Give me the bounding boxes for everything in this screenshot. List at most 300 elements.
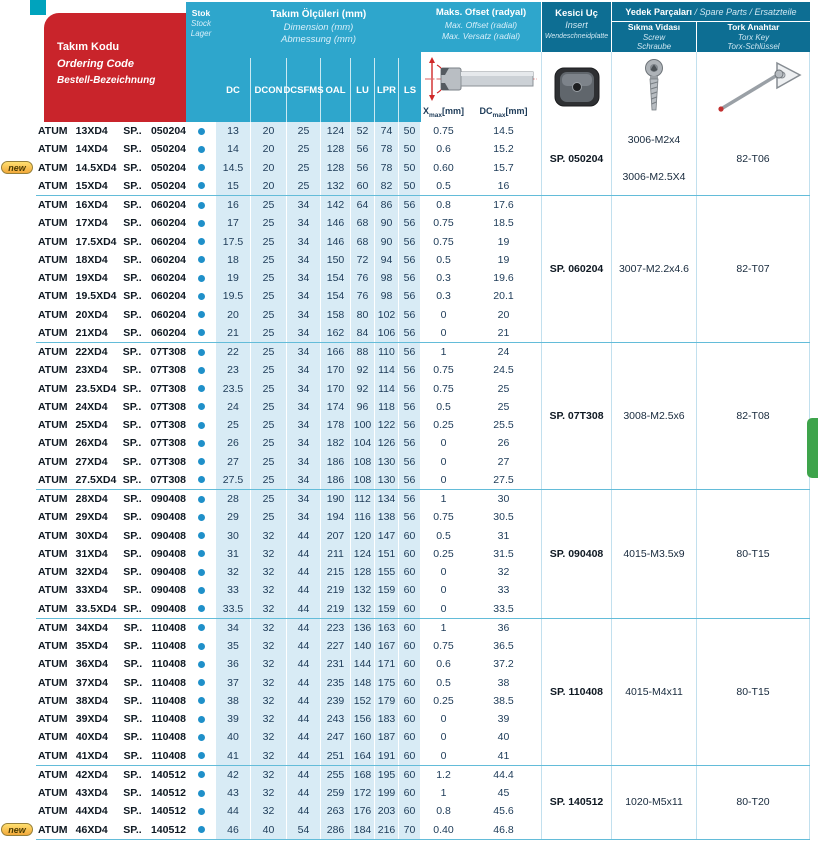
dim-cell-oal: 211 <box>321 545 351 563</box>
xmax-cell: 0 <box>440 308 447 321</box>
size-label: 19.5XD4 <box>75 290 117 303</box>
size-label: 35XD4 <box>75 640 108 653</box>
stock-cell <box>186 637 216 655</box>
table-row <box>36 343 541 361</box>
size-label: 21XD4 <box>75 326 108 339</box>
dim-cell-dcon: 20 <box>251 122 287 140</box>
dim-cell-lu: 76 <box>351 269 375 287</box>
table-row <box>8 821 541 839</box>
dim-cell-dc: 36 <box>216 655 251 673</box>
stock-cell <box>186 398 216 416</box>
dim-cell-dcon: 25 <box>251 471 287 489</box>
size-label: 19XD4 <box>75 272 108 285</box>
dim-cell-dc: 27 <box>216 453 251 471</box>
stock-dot <box>198 238 205 245</box>
offset-subheaders <box>421 106 541 122</box>
insert-title-de: Wendeschneidplatte <box>544 33 609 41</box>
table-row <box>36 710 541 728</box>
group-code-label: 110408 <box>151 640 186 653</box>
brand-label: ATUM <box>38 437 68 450</box>
dcmax-cell: 19 <box>497 235 510 248</box>
table-row <box>36 453 541 471</box>
dim-cell-dcsfms: 54 <box>287 821 321 839</box>
dim-cell-dc: 16 <box>216 196 251 214</box>
dim-cell-dc: 31 <box>216 545 251 563</box>
col-header-dcsfms: DCSFMS <box>287 58 321 122</box>
table-row <box>36 398 541 416</box>
ordering-code-cell <box>36 674 186 692</box>
stock-cell <box>186 159 216 177</box>
brand-label: ATUM <box>38 455 68 468</box>
brand-label: ATUM <box>38 566 68 579</box>
dcmax-cell: 46.8 <box>493 823 514 836</box>
dim-cell-dc: 17 <box>216 214 251 232</box>
ordering-code-cell <box>36 563 186 581</box>
ordering-code-cell <box>36 581 186 599</box>
insert-title-en: Insert <box>565 20 588 31</box>
dim-cell-dc: 29 <box>216 508 251 526</box>
dim-cell-lpr: 134 <box>375 490 399 508</box>
dim-cell-dcsfms: 34 <box>287 214 321 232</box>
stock-dot <box>198 275 205 282</box>
size-label: 13XD4 <box>75 125 108 138</box>
dim-cell-ls: 56 <box>399 251 421 269</box>
group-code-label: 07T308 <box>150 382 186 395</box>
dcmax-cell: 26 <box>497 437 510 450</box>
dim-cell-dcsfms: 44 <box>287 802 321 820</box>
group-code-label: 110408 <box>151 658 186 671</box>
table-group <box>8 122 810 196</box>
group-code-label: 110408 <box>151 731 186 744</box>
xmax-cell: 0 <box>440 566 447 579</box>
dim-cell-lu: 132 <box>351 600 375 618</box>
stock-cell <box>186 784 216 802</box>
dim-cell-dcsfms: 34 <box>287 490 321 508</box>
dim-cell-dc: 14 <box>216 140 251 158</box>
size-label: 42XD4 <box>75 768 108 781</box>
col-header-oal: OAL <box>321 58 351 122</box>
dcmax-cell: 15.2 <box>493 143 514 156</box>
dim-cell-dcsfms: 44 <box>287 637 321 655</box>
stock-dot <box>198 476 205 483</box>
stock-cell <box>186 324 216 342</box>
brand-label: ATUM <box>38 768 68 781</box>
dim-cell-dcon: 32 <box>251 728 287 746</box>
dim-cell-ls: 60 <box>399 692 421 710</box>
dim-cell-lu: 116 <box>351 508 375 526</box>
dim-cell-lpr: 203 <box>375 802 399 820</box>
stock-cell <box>186 710 216 728</box>
dcmax-cell: 36.5 <box>493 640 514 653</box>
xmax-cell: 0.3 <box>436 290 451 303</box>
dim-cell-ls: 56 <box>399 398 421 416</box>
dim-cell-dcon: 20 <box>251 177 287 195</box>
dim-cell-dc: 33 <box>216 581 251 599</box>
dim-cell-dcsfms: 34 <box>287 380 321 398</box>
dim-cell-lpr: 114 <box>375 361 399 379</box>
screw-cell <box>611 196 696 342</box>
offset-title-tr: Maks. Ofset (radyal) <box>435 7 527 18</box>
stock-cell <box>186 251 216 269</box>
dimension-subheaders <box>216 58 421 122</box>
screw-icon <box>641 58 667 116</box>
xmax-cell: 0 <box>440 749 447 762</box>
size-label: 43XD4 <box>75 787 108 800</box>
dcmax-cell: 38 <box>497 676 510 689</box>
sp-label: SP.. <box>123 493 142 506</box>
size-label: 26XD4 <box>75 437 108 450</box>
xmax-cell: 0.5 <box>436 400 451 413</box>
sp-label: SP.. <box>123 217 142 230</box>
dim-cell-ls: 50 <box>399 159 421 177</box>
col-header-dcmax: $DC_{max}[mm]$ <box>479 106 528 119</box>
dim-cell-lu: 164 <box>351 747 375 765</box>
brand-label: ATUM <box>38 179 68 192</box>
ordering-code-cell <box>36 416 186 434</box>
dim-cell-dcsfms: 44 <box>287 766 321 784</box>
stock-dot <box>198 146 205 153</box>
xmax-cell: 1 <box>440 621 447 634</box>
size-label: 32XD4 <box>75 566 108 579</box>
ordering-code-cell <box>36 545 186 563</box>
table-row <box>36 490 541 508</box>
dim-cell-oal: 263 <box>321 802 351 820</box>
dcmax-cell: 14.5 <box>493 125 514 138</box>
dim-cell-lu: 56 <box>351 159 375 177</box>
group-code-label: 050204 <box>150 143 187 156</box>
ordering-code-cell <box>36 471 186 489</box>
dim-cell-dc: 15 <box>216 177 251 195</box>
stock-dot <box>198 403 205 410</box>
dim-cell-ls: 56 <box>399 508 421 526</box>
dim-cell-dc: 21 <box>216 324 251 342</box>
sp-label: SP.. <box>122 400 142 413</box>
dim-cell-lu: 68 <box>351 214 375 232</box>
dcmax-cell: 30 <box>497 493 510 506</box>
dim-cell-oal: 158 <box>321 306 351 324</box>
dim-cell-dcon: 25 <box>251 214 287 232</box>
dimensions-title-en: Dimension (mm) <box>283 21 354 33</box>
size-label: 27.5XD4 <box>75 473 117 486</box>
xmax-cell: 0.60 <box>433 161 454 174</box>
dcmax-cell: 20.1 <box>493 290 514 303</box>
dim-cell-ls: 60 <box>399 710 421 728</box>
table-row <box>36 177 541 195</box>
sp-label: SP.. <box>123 566 142 579</box>
xmax-cell: 0.75 <box>433 640 454 653</box>
size-label: 39XD4 <box>75 713 108 726</box>
dim-cell-dcon: 32 <box>251 637 287 655</box>
group-code-label: 050204 <box>150 125 187 138</box>
dim-cell-lu: 64 <box>351 196 375 214</box>
size-label: 38XD4 <box>75 694 108 707</box>
sp-label: SP.. <box>123 547 142 560</box>
sp-label: SP.. <box>123 768 142 781</box>
stock-cell <box>186 233 216 251</box>
brand-label: ATUM <box>38 713 68 726</box>
size-label: 18XD4 <box>75 253 108 266</box>
stock-dot <box>198 496 205 503</box>
dim-cell-ls: 56 <box>399 343 421 361</box>
dim-cell-lpr: 151 <box>375 545 399 563</box>
dim-cell-lu: 104 <box>351 434 375 452</box>
ordering-code-cell <box>36 453 186 471</box>
group-code-label: 060204 <box>150 217 187 230</box>
insert-cell: SP. 090408 <box>541 490 611 618</box>
stock-cell <box>186 490 216 508</box>
dim-cell-ls: 50 <box>399 177 421 195</box>
dim-cell-oal: 150 <box>321 251 351 269</box>
torx-cell: 82-T08 <box>696 343 810 489</box>
ordering-code-cell <box>36 784 186 802</box>
dim-cell-dcsfms: 34 <box>287 287 321 305</box>
size-label: 25XD4 <box>75 419 108 432</box>
brand-label: ATUM <box>38 272 68 285</box>
stock-cell <box>186 453 216 471</box>
dim-cell-ls: 60 <box>399 581 421 599</box>
insert-photo <box>541 52 611 122</box>
sp-label: SP.. <box>123 179 142 192</box>
size-label: 31XD4 <box>75 547 108 560</box>
brand-label: ATUM <box>38 143 68 156</box>
dim-cell-lu: 68 <box>351 233 375 251</box>
stock-cell <box>186 214 216 232</box>
dim-cell-dc: 25 <box>216 416 251 434</box>
dim-cell-dcon: 25 <box>251 324 287 342</box>
group-code-label: 07T308 <box>150 419 186 432</box>
group-code-label: 110408 <box>151 676 186 689</box>
dim-cell-oal: 259 <box>321 784 351 802</box>
stock-dot <box>198 790 205 797</box>
dim-cell-lu: 108 <box>351 453 375 471</box>
dim-cell-oal: 255 <box>321 766 351 784</box>
stock-cell <box>186 434 216 452</box>
dim-cell-dcsfms: 44 <box>287 710 321 728</box>
dim-cell-lpr: 187 <box>375 728 399 746</box>
dim-cell-oal: 186 <box>321 471 351 489</box>
stock-dot <box>198 349 205 356</box>
xmax-cell: 0.6 <box>436 143 451 156</box>
group-rows <box>8 766 541 839</box>
dim-cell-lu: 144 <box>351 655 375 673</box>
screw-label: 3006-M2.5X4 <box>622 170 686 183</box>
brand-label: ATUM <box>38 217 68 230</box>
dim-cell-ls: 60 <box>399 637 421 655</box>
dim-cell-lu: 60 <box>351 177 375 195</box>
table-row <box>36 563 541 581</box>
dim-cell-lpr: 216 <box>375 821 399 839</box>
brand-label: ATUM <box>38 400 68 413</box>
dim-cell-dcon: 25 <box>251 251 287 269</box>
insert-column-header <box>541 2 611 52</box>
group-code-label: 110408 <box>151 621 186 634</box>
ordering-code-cell <box>36 287 186 305</box>
endmill-diagram-icon <box>423 53 539 105</box>
dim-cell-dcon: 25 <box>251 361 287 379</box>
dim-cell-ls: 56 <box>399 471 421 489</box>
dim-cell-lu: 52 <box>351 122 375 140</box>
dim-cell-dc: 30 <box>216 527 251 545</box>
dim-cell-ls: 60 <box>399 674 421 692</box>
dim-cell-lpr: 78 <box>375 140 399 158</box>
dim-cell-oal: 166 <box>321 343 351 361</box>
dim-cell-oal: 194 <box>321 508 351 526</box>
dim-cell-dcon: 40 <box>251 821 287 839</box>
dim-cell-dcon: 32 <box>251 710 287 728</box>
dim-cell-dcsfms: 44 <box>287 747 321 765</box>
stock-dot <box>198 679 205 686</box>
dim-cell-lpr: 98 <box>375 269 399 287</box>
dim-cell-dc: 24 <box>216 398 251 416</box>
dim-cell-lu: 80 <box>351 306 375 324</box>
size-label: 40XD4 <box>75 731 108 744</box>
table-row <box>36 251 541 269</box>
dim-cell-lpr: 114 <box>375 380 399 398</box>
table-row <box>36 545 541 563</box>
dim-cell-lpr: 122 <box>375 416 399 434</box>
sp-label: SP.. <box>123 713 143 726</box>
dim-cell-dc: 22 <box>216 343 251 361</box>
dcmax-cell: 25 <box>497 382 510 395</box>
stock-dot <box>198 311 205 318</box>
xmax-cell: 1 <box>440 787 447 800</box>
size-label: 44XD4 <box>75 805 108 818</box>
ordering-code-cell <box>36 619 186 637</box>
sp-label: SP.. <box>123 731 143 744</box>
ordering-code-title-de: Bestell-Bezeichnung <box>57 74 156 86</box>
group-code-label: 07T308 <box>150 473 186 486</box>
group-rows <box>8 122 541 195</box>
dim-cell-oal: 132 <box>321 177 351 195</box>
dim-cell-dcsfms: 25 <box>287 177 321 195</box>
stock-dot <box>198 826 205 833</box>
group-code-label: 140512 <box>150 805 187 818</box>
dim-cell-lpr: 175 <box>375 674 399 692</box>
screw-label: 4015-M3.5x9 <box>623 547 685 560</box>
dim-cell-dc: 26 <box>216 434 251 452</box>
sp-label: SP.. <box>123 621 143 634</box>
dim-cell-dcsfms: 44 <box>287 600 321 618</box>
xmax-cell: 0.75 <box>433 511 454 524</box>
table-row <box>36 306 541 324</box>
dim-cell-dcon: 32 <box>251 692 287 710</box>
ordering-code-cell <box>36 306 186 324</box>
dim-cell-ls: 56 <box>399 324 421 342</box>
size-label: 17.5XD4 <box>75 235 117 248</box>
dim-cell-dcon: 25 <box>251 453 287 471</box>
dim-cell-dc: 43 <box>216 784 251 802</box>
xmax-cell: 0 <box>440 473 447 486</box>
dim-cell-lu: 140 <box>351 637 375 655</box>
group-code-label: 050204 <box>150 179 187 192</box>
dim-cell-dc: 39 <box>216 710 251 728</box>
ordering-code-cell <box>36 710 186 728</box>
table-row <box>36 784 541 802</box>
dim-cell-oal: 128 <box>321 159 351 177</box>
ordering-code-title-tr: Takım Kodu <box>57 41 120 53</box>
ordering-code-header <box>44 13 186 122</box>
screw-title-en: Screw <box>642 32 666 42</box>
dcmax-cell: 32 <box>497 566 510 579</box>
offset-column-header <box>421 2 541 52</box>
dim-cell-oal: 286 <box>321 821 351 839</box>
dim-cell-lu: 152 <box>351 692 375 710</box>
size-label: 36XD4 <box>75 658 108 671</box>
size-label: 17XD4 <box>75 217 108 230</box>
dim-cell-dcsfms: 34 <box>287 343 321 361</box>
stock-dot <box>198 202 205 209</box>
dim-cell-dcsfms: 34 <box>287 453 321 471</box>
group-rows <box>36 196 541 342</box>
brand-label: ATUM <box>38 584 68 597</box>
brand-label: ATUM <box>38 419 68 432</box>
xmax-cell: 0.5 <box>436 676 451 689</box>
brand-label: ATUM <box>38 161 68 174</box>
dim-cell-ls: 70 <box>399 821 421 839</box>
dim-cell-dcsfms: 34 <box>287 306 321 324</box>
dcmax-cell: 17.6 <box>493 199 514 212</box>
dcmax-cell: 16 <box>497 179 510 192</box>
dim-cell-dc: 19 <box>216 269 251 287</box>
dim-cell-dc: 37 <box>216 674 251 692</box>
stock-dot <box>198 458 205 465</box>
dim-cell-ls: 60 <box>399 802 421 820</box>
dimensions-column-header <box>216 2 421 122</box>
dim-cell-lpr: 98 <box>375 287 399 305</box>
ordering-code-cell <box>36 233 186 251</box>
dim-cell-lu: 100 <box>351 416 375 434</box>
sp-label: SP.. <box>122 364 142 377</box>
group-code-label: 140512 <box>150 768 187 781</box>
xmax-cell: 0.75 <box>433 125 454 138</box>
table-row <box>36 728 541 746</box>
screw-cell <box>611 343 696 489</box>
dim-cell-oal: 215 <box>321 563 351 581</box>
ordering-code-cell <box>36 766 186 784</box>
sp-label: SP.. <box>123 658 143 671</box>
table-group <box>36 343 810 490</box>
torx-title-de: Torx-Schlüssel <box>727 41 780 51</box>
dim-cell-dc: 42 <box>216 766 251 784</box>
screw-cell <box>611 490 696 618</box>
brand-label: ATUM <box>38 346 68 359</box>
dim-cell-dcon: 32 <box>251 619 287 637</box>
dim-cell-dcsfms: 25 <box>287 140 321 158</box>
dim-cell-ls: 50 <box>399 140 421 158</box>
stock-column-header <box>186 2 216 122</box>
dim-cell-oal: 154 <box>321 287 351 305</box>
xmax-cell: 0.25 <box>433 547 454 560</box>
group-code-label: 090408 <box>150 547 187 560</box>
stock-dot <box>198 697 205 704</box>
size-label: 23.5XD4 <box>75 382 117 395</box>
dcmax-cell: 45.6 <box>493 805 514 818</box>
size-label: 27XD4 <box>75 455 108 468</box>
insert-cell: SP. 110408 <box>541 619 611 765</box>
dim-cell-ls: 56 <box>399 490 421 508</box>
stock-cell <box>186 508 216 526</box>
screw-title-de: Schraube <box>636 41 672 51</box>
corner-accent <box>30 0 46 15</box>
stock-title-de: Lager <box>190 29 212 39</box>
dcmax-cell: 38.5 <box>493 694 514 707</box>
table-row <box>36 416 541 434</box>
screw-label: 4015-M4x11 <box>625 685 683 698</box>
dim-cell-ls: 56 <box>399 416 421 434</box>
stock-dot <box>198 605 205 612</box>
dim-cell-dcsfms: 44 <box>287 619 321 637</box>
dim-cell-dc: 32 <box>216 563 251 581</box>
